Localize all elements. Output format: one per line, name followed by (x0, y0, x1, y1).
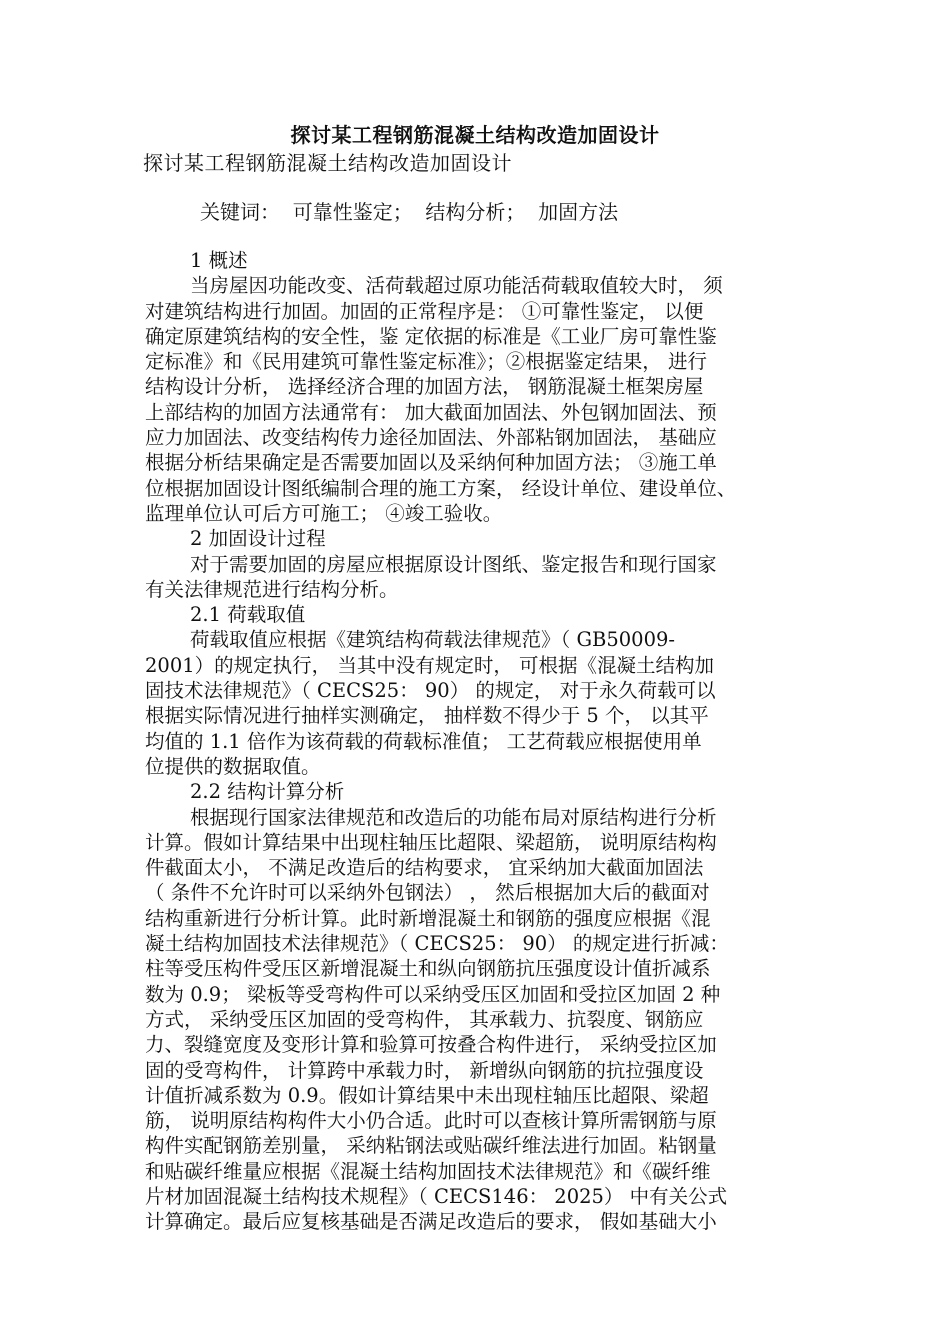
body-line: 数为 0.9； 梁板等受弯构件可以采纳受压区加固和受拉区加固 2 种 (145, 982, 721, 1006)
body-line: 计值折减系数为 0.9。假如计算结果中未出现柱轴压比超限、梁超 (145, 1083, 709, 1107)
body-line: 柱等受压构件受压区新增混凝土和纵向钢筋抗压强度设计值折减系 (145, 957, 711, 981)
body-line: 计算。假如计算结果中出现柱轴压比超限、梁超筋， 说明原结构构 (145, 830, 717, 854)
keywords-line: 关键词： 可靠性鉴定； 结构分析； 加固方法 (200, 200, 619, 224)
body-line: 根据现行国家法律规范和改造后的功能布局对原结构进行分析 (190, 805, 717, 829)
body-line: （ 条件不允许时可以采纳外包钢法） ， 然后根据加大后的截面对 (145, 881, 710, 905)
body-line: 均值的 1.1 倍作为该荷载的荷载标准值； 工艺荷载应根据使用单 (145, 729, 702, 753)
body-line: 根据实际情况进行抽样实测确定， 抽样数不得少于 5 个， 以其平 (145, 704, 709, 728)
body-line: 力、裂缝宽度及变形计算和验算可按叠合构件进行， 采纳受拉区加 (145, 1033, 717, 1057)
body-line: 1 概述 (190, 249, 248, 272)
body-line: 定标准》和《民用建筑可靠性鉴定标准》；②根据鉴定结果， 进行 (145, 350, 707, 374)
body-line: 当房屋因功能改变、活荷载超过原功能活荷载取值较大时， 须 (190, 274, 723, 298)
body-line: 方式， 采纳受压区加固的受弯构件， 其承载力、抗裂度、钢筋应 (145, 1007, 704, 1031)
document-subtitle: 探讨某工程钢筋混凝土结构改造加固设计 (143, 151, 512, 175)
body-line: 结构重新进行分析计算。此时新增混凝土和钢筋的强度应根据《混 (145, 906, 711, 930)
document-body (145, 248, 825, 1235)
body-line: 构件实配钢筋差别量， 采纳粘钢法或贴碳纤维法进行加固。粘钢量 (145, 1134, 717, 1158)
body-line: 计算确定。最后应复核基础是否满足改造后的要求， 假如基础大小 (145, 1210, 717, 1234)
body-line: 筋， 说明原结构构件大小仍合适。此时可以查核计算所需钢筋与原 (145, 1109, 717, 1133)
body-line: 结构设计分析， 选择经济合理的加固方法， 钢筋混凝土框架房屋 (145, 375, 704, 399)
body-line: 对于需要加固的房屋应根据原设计图纸、鉴定报告和现行国家 (190, 552, 717, 576)
document-title: 探讨某工程钢筋混凝土结构改造加固设计 (290, 123, 660, 147)
body-line: 片材加固混凝土结构技术规程》（ CECS146： 2025） 中有关公式 (145, 1184, 728, 1208)
body-line: 固的受弯构件， 计算跨中承载力时， 新增纵向钢筋的抗拉强度设 (145, 1058, 704, 1082)
body-line: 固技术法律规范》（ CECS25： 90） 的规定， 对于永久荷载可以 (145, 679, 716, 703)
body-line: 有关法律规范进行结构分析。 (145, 577, 399, 601)
body-line: 位根据加固设计图纸编制合理的施工方案， 经设计单位、建设单位、 (145, 476, 737, 500)
body-line: 监理单位认可后方可施工； ④竣工验收。 (145, 501, 503, 525)
body-line: 确定原建筑结构的安全性，鉴 定依据的标准是《工业厂房可靠性鉴 (145, 324, 717, 348)
body-line: 上部结构的加固方法通常有： 加大截面加固法、外包钢加固法、预 (145, 400, 717, 424)
body-line: 根据分析结果确定是否需要加固以及采纳何种加固方法； ③施工单 (145, 451, 717, 475)
body-line: 2.2 结构计算分析 (190, 780, 345, 804)
body-line: 应力加固法、改变结构传力途径加固法、外部粘钢加固法， 基础应 (145, 426, 717, 450)
body-line: 对建筑结构进行加固。加固的正常程序是： ①可靠性鉴定， 以便 (145, 299, 704, 323)
body-line: 2 加固设计过程 (190, 527, 326, 551)
body-line: 2.1 荷载取值 (190, 603, 306, 627)
body-line: 荷载取值应根据《建筑结构荷载法律规范》（ GB50009- (190, 628, 675, 652)
body-line: 和贴碳纤维量应根据《混凝土结构加固技术法律规范》和《碳纤维 (145, 1159, 711, 1183)
body-line: 位提供的数据取值。 (145, 754, 321, 778)
body-line: 凝土结构加固技术法律规范》（ CECS25： 90） 的规定进行折减： (145, 932, 729, 956)
body-line: 件截面太小， 不满足改造后的结构要求， 宜采纳加大截面加固法 (145, 856, 704, 880)
body-line: 2001）的规定执行， 当其中没有规定时， 可根据《混凝土结构加 (145, 653, 715, 677)
